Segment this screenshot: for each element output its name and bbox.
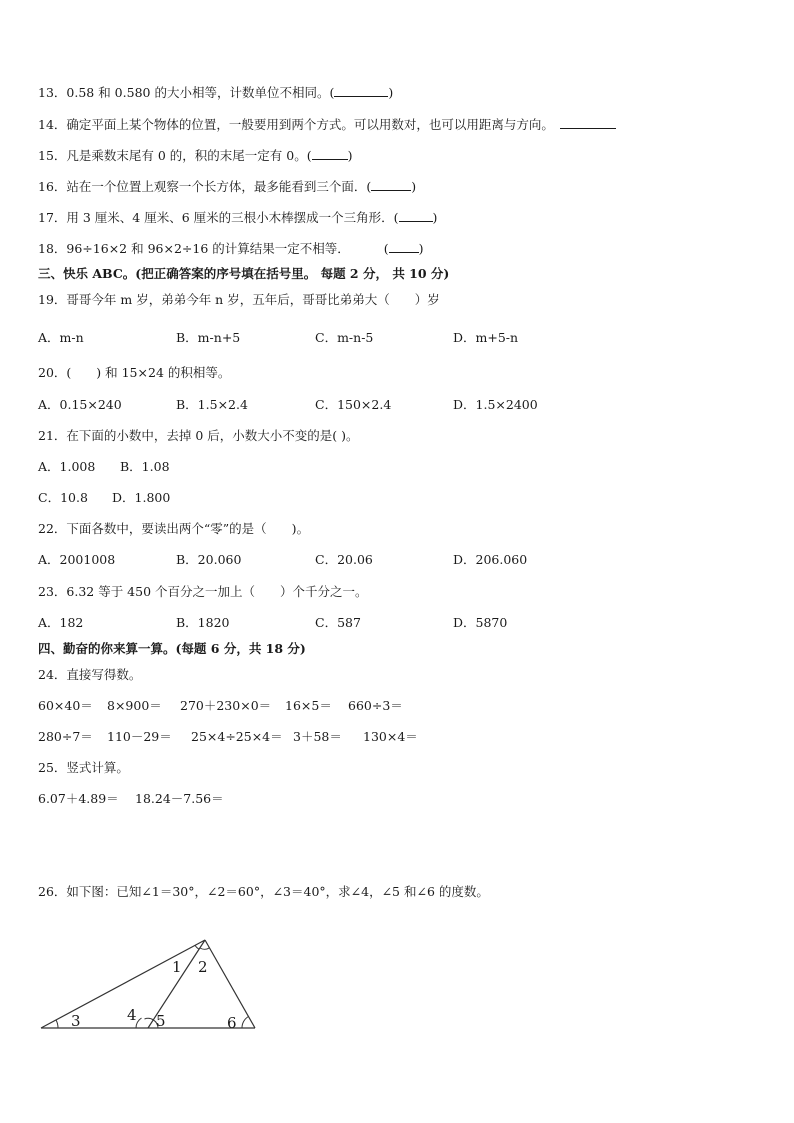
option-c[interactable]: C．150×2.4 <box>315 397 392 412</box>
vertical-calc-item: 6.07＋4.89＝ <box>38 791 119 806</box>
option-c[interactable]: C．587 <box>315 615 361 630</box>
option-a[interactable]: A．2001008 <box>38 552 116 567</box>
question-20: 20．( ) 和 15×24 的积相等。 <box>38 365 231 380</box>
oral-calc-item: 130×4＝ <box>363 729 418 744</box>
question-19: 19．哥哥今年 m 岁，弟弟今年 n 岁，五年后，哥哥比弟弟大（ ）岁 <box>38 292 440 307</box>
answer-blank[interactable] <box>312 147 348 160</box>
question-17: 17．用 3 厘米、4 厘米、6 厘米的三根小木棒摆成一个三角形．( ) <box>38 210 438 225</box>
section-3-title: 三、快乐 ABC。(把正确答案的序号填在括号里。 每题 2 分， 共 10 分) <box>38 266 450 281</box>
option-b[interactable]: B．m-n+5 <box>176 330 241 345</box>
option-a[interactable]: A．1.008 <box>38 459 96 474</box>
option-d[interactable]: D．1.5×2400 <box>453 397 538 412</box>
angle-arc-3 <box>56 1020 58 1028</box>
oral-calc-item: 660÷3＝ <box>348 698 403 713</box>
question-25: 25．竖式计算。 <box>38 760 129 775</box>
angle-label-4: 4 <box>127 1006 137 1024</box>
oral-calc-item: 16×5＝ <box>285 698 332 713</box>
question-14: 14．确定平面上某个物体的位置，一般要用到两个方式。可以用数对，也可以用距离与方向。 <box>38 116 616 133</box>
option-c[interactable]: C．20.06 <box>315 552 373 567</box>
oral-calc-item: 280÷7＝ <box>38 729 93 744</box>
option-b[interactable]: B．1820 <box>176 615 230 630</box>
answer-blank[interactable] <box>371 178 411 191</box>
answer-blank[interactable] <box>399 209 433 222</box>
angle-label-1: 1 <box>172 958 182 976</box>
oral-calc-item: 8×900＝ <box>107 698 162 713</box>
oral-calc-item: 3＋58＝ <box>293 729 342 744</box>
option-a[interactable]: A．m-n <box>38 330 84 345</box>
triangle-figure <box>38 935 262 1035</box>
angle-arc-2 <box>200 948 210 949</box>
angle-label-3: 3 <box>71 1012 81 1030</box>
question-16: 16．站在一个位置上观察一个长方体，最多能看到三个面．( ) <box>38 179 417 194</box>
question-13: 13．0.58 和 0.580 的大小相等，计数单位不相同。( ) <box>38 85 394 100</box>
angle-arc-4 <box>136 1018 142 1028</box>
option-a[interactable]: A．182 <box>38 615 84 630</box>
oral-calc-item: 110－29＝ <box>107 729 172 744</box>
angle-label-6: 6 <box>227 1014 237 1032</box>
question-23: 23．6.32 等于 450 个百分之一加上（ ）个千分之一。 <box>38 584 368 599</box>
question-26: 26．如下图：已知∠1＝30°，∠2＝60°，∠3＝40°，求∠4，∠5 和∠6 的度数。 <box>38 884 489 899</box>
answer-blank[interactable] <box>560 116 616 129</box>
vertical-calc-item: 18.24－7.56＝ <box>135 791 224 806</box>
option-d[interactable]: D．206.060 <box>453 552 528 567</box>
question-24: 24．直接写得数。 <box>38 667 142 682</box>
option-b[interactable]: B．20.060 <box>176 552 242 567</box>
question-15: 15．凡是乘数末尾有 0 的，积的末尾一定有 0。( ) <box>38 148 353 163</box>
option-c[interactable]: C．10.8 <box>38 490 88 505</box>
angle-arc-1 <box>195 945 199 949</box>
triangle-side-left <box>41 940 205 1028</box>
question-22: 22．下面各数中，要读出两个“零”的是（ )。 <box>38 521 310 536</box>
option-b[interactable]: B．1.5×2.4 <box>176 397 248 412</box>
oral-calc-item: 270＋230×0＝ <box>180 698 272 713</box>
option-c[interactable]: C．m-n-5 <box>315 330 374 345</box>
option-d[interactable]: D．5870 <box>453 615 508 630</box>
option-d[interactable]: D．1.800 <box>112 490 171 505</box>
option-b[interactable]: B．1.08 <box>120 459 170 474</box>
section-4-title: 四、勤奋的你来算一算。(每题 6 分，共 18 分) <box>38 641 306 656</box>
angle-arc-6 <box>242 1017 249 1029</box>
oral-calc-item: 25×4÷25×4＝ <box>191 729 283 744</box>
answer-blank[interactable] <box>334 84 388 97</box>
answer-blank[interactable] <box>389 240 419 253</box>
question-18: 18．96÷16×2 和 96×2÷16 的计算结果一定不相等． ( ) <box>38 241 424 256</box>
question-21: 21．在下面的小数中，去掉 0 后，小数大小不变的是( )。 <box>38 428 359 443</box>
option-a[interactable]: A．0.15×240 <box>38 397 122 412</box>
angle-label-5: 5 <box>156 1012 166 1030</box>
option-d[interactable]: D．m+5-n <box>453 330 519 345</box>
angle-label-2: 2 <box>198 958 208 976</box>
oral-calc-item: 60×40＝ <box>38 698 93 713</box>
